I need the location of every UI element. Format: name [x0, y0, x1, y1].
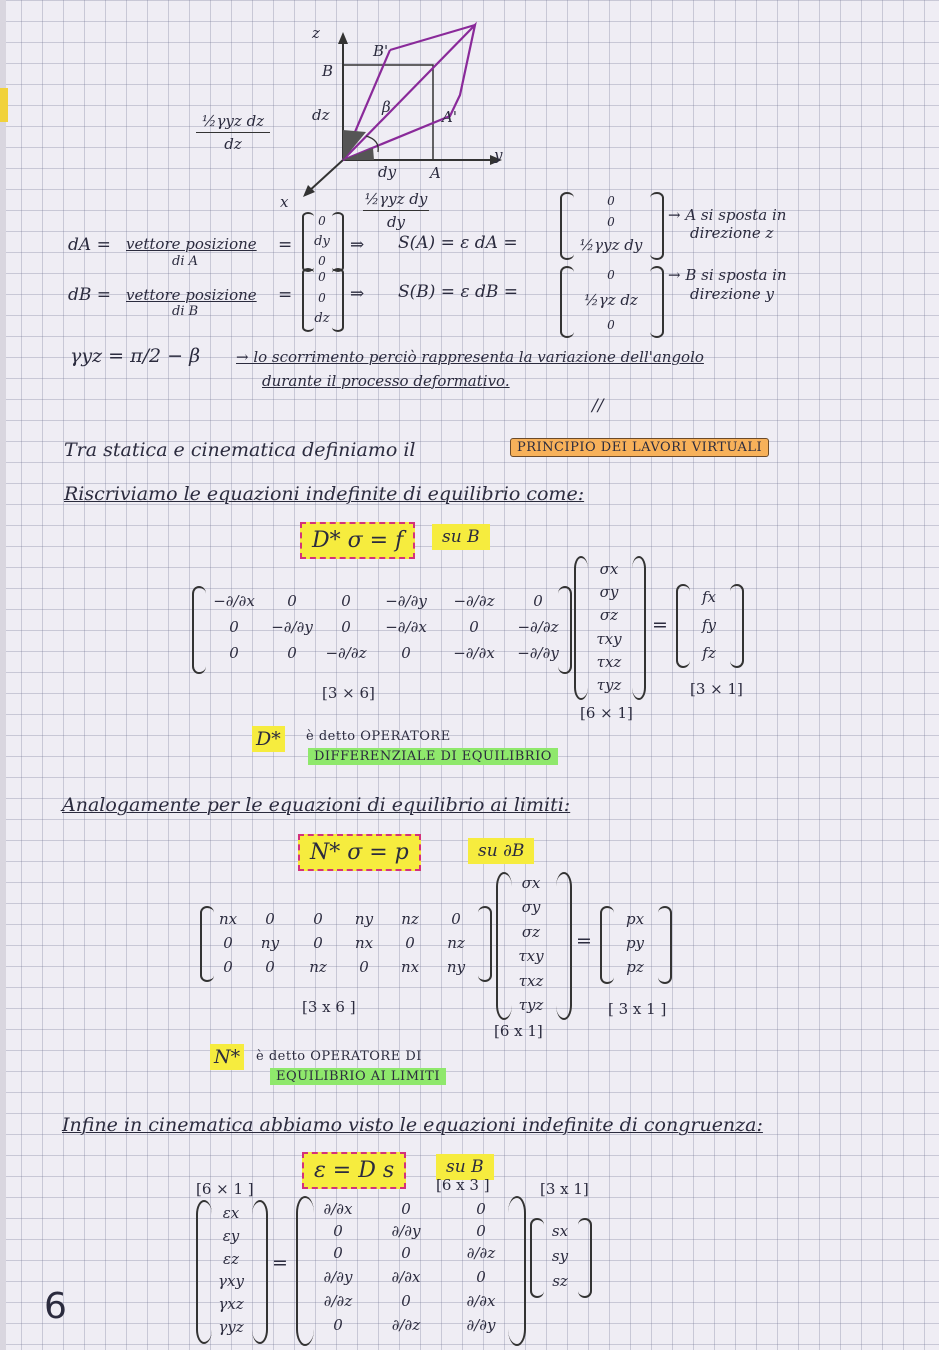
eq1-force-item: fz	[702, 644, 716, 662]
db-vector-item: 0	[318, 270, 326, 284]
eq2-stress-item: τxz	[518, 971, 544, 990]
eq2-load-item: px	[625, 910, 645, 928]
eq1-stress-item: σz	[599, 606, 619, 625]
rewrite-line: Riscriviamo le equazioni indefinite di equilibrio come:	[64, 483, 585, 505]
eq3-cell: ∂/∂y	[391, 1222, 421, 1240]
dz-label: dz	[312, 106, 330, 124]
gamma-note-2: durante il processo deformativo.	[262, 372, 510, 390]
eq2-load-item: pz	[626, 958, 644, 976]
da-description-1: vettore posizione	[126, 235, 257, 253]
eq1-cell: −∂/∂y	[517, 644, 559, 662]
eq1-cell: −∂/∂z	[453, 592, 495, 610]
left-shear-fraction	[196, 112, 270, 153]
gamma-formula: γyz = π/2 − β	[70, 345, 201, 367]
eq1-force-dimension: [3 × 1]	[690, 680, 743, 698]
eq3-strain-right-paren	[252, 1200, 268, 1344]
point-a-prime-label: A'	[442, 108, 457, 126]
eq3-strain-item: γyz	[218, 1317, 244, 1336]
gamma-note-1: → lo scorrimento perciò rappresenta la variazione dell'angolo	[236, 348, 704, 366]
eq2-boxed-formula: N* σ = p	[298, 834, 421, 871]
point-b-label: B	[322, 62, 334, 80]
eq3-boxed-formula: ε = D s	[302, 1152, 406, 1189]
eq1-cell: 0	[287, 644, 297, 662]
eq2-cell: ny	[354, 910, 374, 928]
eq1-cell: −∂/∂z	[325, 644, 367, 662]
page-number: 6	[44, 1286, 67, 1327]
eq3-dim-right: [3 x 1]	[540, 1180, 589, 1198]
da-implies-arrow: ⇒	[350, 235, 365, 255]
eq3-matrix-right-paren	[508, 1196, 526, 1346]
eq2-matrix-dimension: [3 x 6 ]	[302, 998, 356, 1016]
eq3-cell: 0	[401, 1200, 411, 1218]
eq2-cell: 0	[223, 958, 233, 976]
left-fraction-numerator: ½γyz dz	[201, 112, 265, 130]
db-implies-arrow: ⇒	[350, 284, 365, 304]
eq1-cell: 0	[469, 618, 479, 636]
eq1-cell: −∂/∂x	[385, 618, 427, 636]
eq3-cell: 0	[476, 1222, 486, 1240]
eq1-stress-dimension: [6 × 1]	[580, 704, 633, 722]
x-axis-label: x	[280, 193, 289, 211]
eq3-cell: 0	[476, 1268, 486, 1286]
db-vector-right-paren	[332, 268, 344, 332]
db-description-1: vettore posizione	[126, 286, 257, 304]
eq2-matrix-row	[210, 958, 478, 976]
eq1-boxed-formula: D* σ = f	[300, 522, 415, 559]
eq3-cell: ∂/∂x	[323, 1200, 353, 1218]
eq2-cell: ny	[260, 934, 280, 952]
eq3-cell: ∂/∂z	[466, 1244, 496, 1262]
eq2-load-right-paren	[658, 906, 672, 984]
da-vector-item: dy	[314, 233, 330, 249]
da-vector-right-paren	[332, 212, 344, 272]
bottom-fraction-denominator: dy	[386, 213, 406, 231]
yellow-tab-marker	[0, 88, 8, 122]
eq2-stress-item: τxy	[518, 947, 544, 966]
eq3-displacement-item: sy	[551, 1247, 569, 1265]
sa-note-1: → A si sposta in	[668, 206, 787, 224]
eq1-force-item: fy	[701, 616, 717, 634]
eq2-cell: 0	[223, 934, 233, 952]
eq2-load-vector	[610, 910, 660, 976]
eq3-cell: 0	[476, 1200, 486, 1218]
eq3-cell: ∂/∂y	[323, 1268, 353, 1286]
eq1-cell: −∂/∂y	[385, 592, 427, 610]
eq2-matrix-right-paren	[478, 906, 492, 982]
eq2-cell: ny	[446, 958, 466, 976]
sa-result-item: 0	[607, 215, 615, 229]
pv-intro-text: Tra statica e cinematica definiamo il	[64, 439, 416, 461]
z-axis-label: z	[312, 24, 320, 42]
eq3-cell: 0	[333, 1244, 343, 1262]
eq3-strain-item: γxy	[218, 1272, 244, 1291]
eq1-cell: 0	[341, 592, 351, 610]
eq1-cell: 0	[341, 618, 351, 636]
sa-note-2: direzione z	[690, 224, 774, 242]
eq2-caption-1: è detto OPERATORE DI	[256, 1049, 422, 1064]
eq2-stress-dimension: [6 x 1]	[494, 1022, 543, 1040]
eq2-cell: nz	[309, 958, 327, 976]
eq1-caption-1: è detto OPERATORE	[306, 729, 451, 744]
eq2-matrix-row	[210, 934, 478, 952]
eq1-force-right-paren	[730, 584, 744, 668]
eq3-strain-item: εx	[222, 1204, 240, 1222]
eq3-displacement-vector	[540, 1222, 580, 1290]
sb-result-item: ½γz dz	[584, 291, 638, 309]
db-lhs: dB =	[68, 285, 112, 305]
eq2-cell: 0	[265, 910, 275, 928]
eq3-matrix-row	[310, 1268, 516, 1286]
eq1-stress-vector	[584, 560, 634, 694]
eq1-caption-2: DIFFERENZIALE DI EQUILIBRIO	[308, 748, 558, 765]
eq2-equals: =	[576, 930, 592, 952]
eq2-stress-item: σz	[521, 922, 541, 941]
eq3-cell: ∂/∂z	[391, 1316, 421, 1334]
eq1-cell: 0	[229, 644, 239, 662]
eq2-cell: nz	[401, 910, 419, 928]
sa-result-item: ½γyz dy	[579, 236, 643, 254]
eq2-cell: nx	[218, 910, 238, 928]
eq2-matrix-row	[210, 910, 478, 928]
eq2-cell: 0	[451, 910, 461, 928]
eq3-cell: 0	[333, 1222, 343, 1240]
db-vector	[310, 270, 334, 326]
sb-result-item: 0	[607, 268, 615, 282]
left-fraction-denominator: dz	[224, 135, 242, 153]
db-equals: =	[278, 285, 293, 305]
eq3-equals: =	[272, 1252, 288, 1274]
eq1-cell: −∂/∂x	[213, 592, 255, 610]
eq2-load-dimension: [ 3 x 1 ]	[608, 1000, 667, 1018]
eq1-stress-item: σy	[599, 583, 619, 602]
sa-equation: S(A) = ε dA =	[398, 233, 518, 253]
beta-label: β	[382, 98, 391, 116]
eq2-cell: nx	[400, 958, 420, 976]
analog-line: Analogamente per le equazioni di equilibrio ai limiti:	[62, 794, 571, 816]
eq2-load-item: py	[625, 934, 645, 952]
x-axis	[308, 160, 343, 192]
eq2-cell: 0	[265, 958, 275, 976]
eq3-cell: ∂/∂y	[466, 1316, 496, 1334]
eq1-cell: −∂/∂z	[517, 618, 559, 636]
z-axis-arrow	[338, 32, 348, 44]
eq2-stress-item: σx	[521, 874, 541, 892]
eq2-cell: 0	[313, 910, 323, 928]
eq3-matrix-row	[310, 1244, 516, 1262]
eq3-dim-left: [6 × 1 ]	[196, 1180, 254, 1198]
eq3-domain: su B	[436, 1154, 494, 1180]
point-a-label: A	[430, 164, 441, 182]
eq2-caption-symbol: N*	[210, 1044, 244, 1070]
sb-equation: S(B) = ε dB =	[398, 282, 519, 302]
eq2-stress-vector	[506, 874, 556, 1014]
eq1-cell: −∂/∂y	[271, 618, 313, 636]
sb-note-2: direzione y	[690, 285, 774, 303]
eq1-matrix-row	[202, 618, 566, 636]
sa-result-item: 0	[607, 194, 615, 208]
eq2-caption-2: EQUILIBRIO AI LIMITI	[270, 1068, 446, 1085]
eq1-domain: su B	[432, 524, 490, 550]
eq2-cell: 0	[405, 934, 415, 952]
eq1-stress-item: τyz	[596, 675, 622, 694]
da-description-2: di A	[172, 254, 198, 269]
eq3-strain-vector	[208, 1204, 254, 1336]
sb-note-1: → B si sposta in	[668, 266, 787, 284]
eq3-dim-mid: [6 x 3 ]	[436, 1176, 490, 1194]
eq3-cell: 0	[401, 1292, 411, 1310]
eq1-matrix-right-paren	[558, 586, 572, 674]
eq3-displacement-item: sz	[552, 1272, 568, 1290]
eq2-stress-right-paren	[556, 872, 572, 1020]
finally-line: Infine in cinematica abbiamo visto le equazioni indefinite di congruenza:	[62, 1114, 763, 1136]
eq3-cell: 0	[401, 1244, 411, 1262]
eq3-matrix-row	[310, 1222, 516, 1240]
eq2-stress-item: σy	[521, 898, 541, 917]
eq3-cell: ∂/∂x	[391, 1268, 421, 1286]
sb-result-vector	[570, 268, 652, 332]
db-vector-item: 0	[318, 290, 326, 305]
bottom-shear-fraction	[363, 190, 429, 231]
da-equals: =	[278, 235, 293, 255]
eq2-cell: 0	[313, 934, 323, 952]
eq1-stress-item: σx	[599, 560, 619, 578]
da-vector-item: 0	[318, 214, 326, 228]
eq1-cell: 0	[287, 592, 297, 610]
eq1-matrix-dimension: [3 × 6]	[322, 684, 375, 702]
eq2-cell: 0	[359, 958, 369, 976]
sb-result-right-paren	[650, 266, 664, 338]
fraction-bar	[363, 210, 429, 211]
eq1-stress-item: τxy	[596, 629, 622, 648]
eq1-cell: −∂/∂x	[453, 644, 495, 662]
eq2-cell: nz	[447, 934, 465, 952]
db-vector-item: dz	[314, 311, 330, 326]
eq1-matrix-row	[202, 592, 566, 610]
dy-label: dy	[378, 163, 397, 181]
end-mark: //	[592, 396, 604, 416]
eq1-matrix-row	[202, 644, 566, 662]
eq1-cell: 0	[401, 644, 411, 662]
eq2-stress-item: τyz	[518, 995, 544, 1014]
eq1-cell: 0	[533, 592, 543, 610]
eq3-strain-item: εy	[222, 1226, 240, 1245]
sa-result-right-paren	[650, 192, 664, 260]
sb-result-item: 0	[607, 318, 615, 332]
eq3-matrix-row	[310, 1292, 516, 1310]
shear-deformation-diagram	[270, 10, 530, 210]
eq3-cell: ∂/∂z	[323, 1292, 353, 1310]
eq3-strain-item: γxz	[218, 1295, 244, 1314]
eq1-equals: =	[652, 614, 668, 636]
eq3-cell: ∂/∂x	[466, 1292, 496, 1310]
fraction-bar	[196, 132, 270, 133]
eq1-caption-symbol: D*	[252, 726, 285, 752]
pv-highlight: PRINCIPIO DEI LAVORI VIRTUALI	[510, 438, 769, 457]
da-vector-item: 0	[318, 254, 326, 268]
eq1-stress-item: τxz	[596, 652, 622, 671]
da-vector	[310, 214, 334, 268]
eq3-strain-item: εz	[223, 1249, 239, 1268]
eq1-stress-right-paren	[632, 556, 646, 700]
eq1-cell: 0	[229, 618, 239, 636]
point-b-prime-label: B'	[373, 42, 389, 60]
eq1-force-vector	[686, 588, 732, 662]
eq3-displacement-item: sx	[551, 1222, 569, 1240]
eq2-domain: su ∂B	[468, 838, 534, 864]
db-description-2: di B	[172, 304, 199, 319]
eq3-displacement-right-paren	[578, 1218, 592, 1298]
bottom-fraction-numerator: ½γyz dy	[364, 190, 428, 208]
eq3-matrix-row	[310, 1200, 516, 1218]
eq1-force-item: fx	[701, 588, 716, 606]
eq3-cell: 0	[333, 1316, 343, 1334]
eq3-matrix-row	[310, 1316, 516, 1334]
y-axis-label: y	[494, 146, 503, 164]
eq2-cell: nx	[354, 934, 374, 952]
page-edge	[0, 0, 6, 1350]
da-lhs: dA =	[68, 235, 111, 255]
sa-result-vector	[570, 194, 652, 254]
